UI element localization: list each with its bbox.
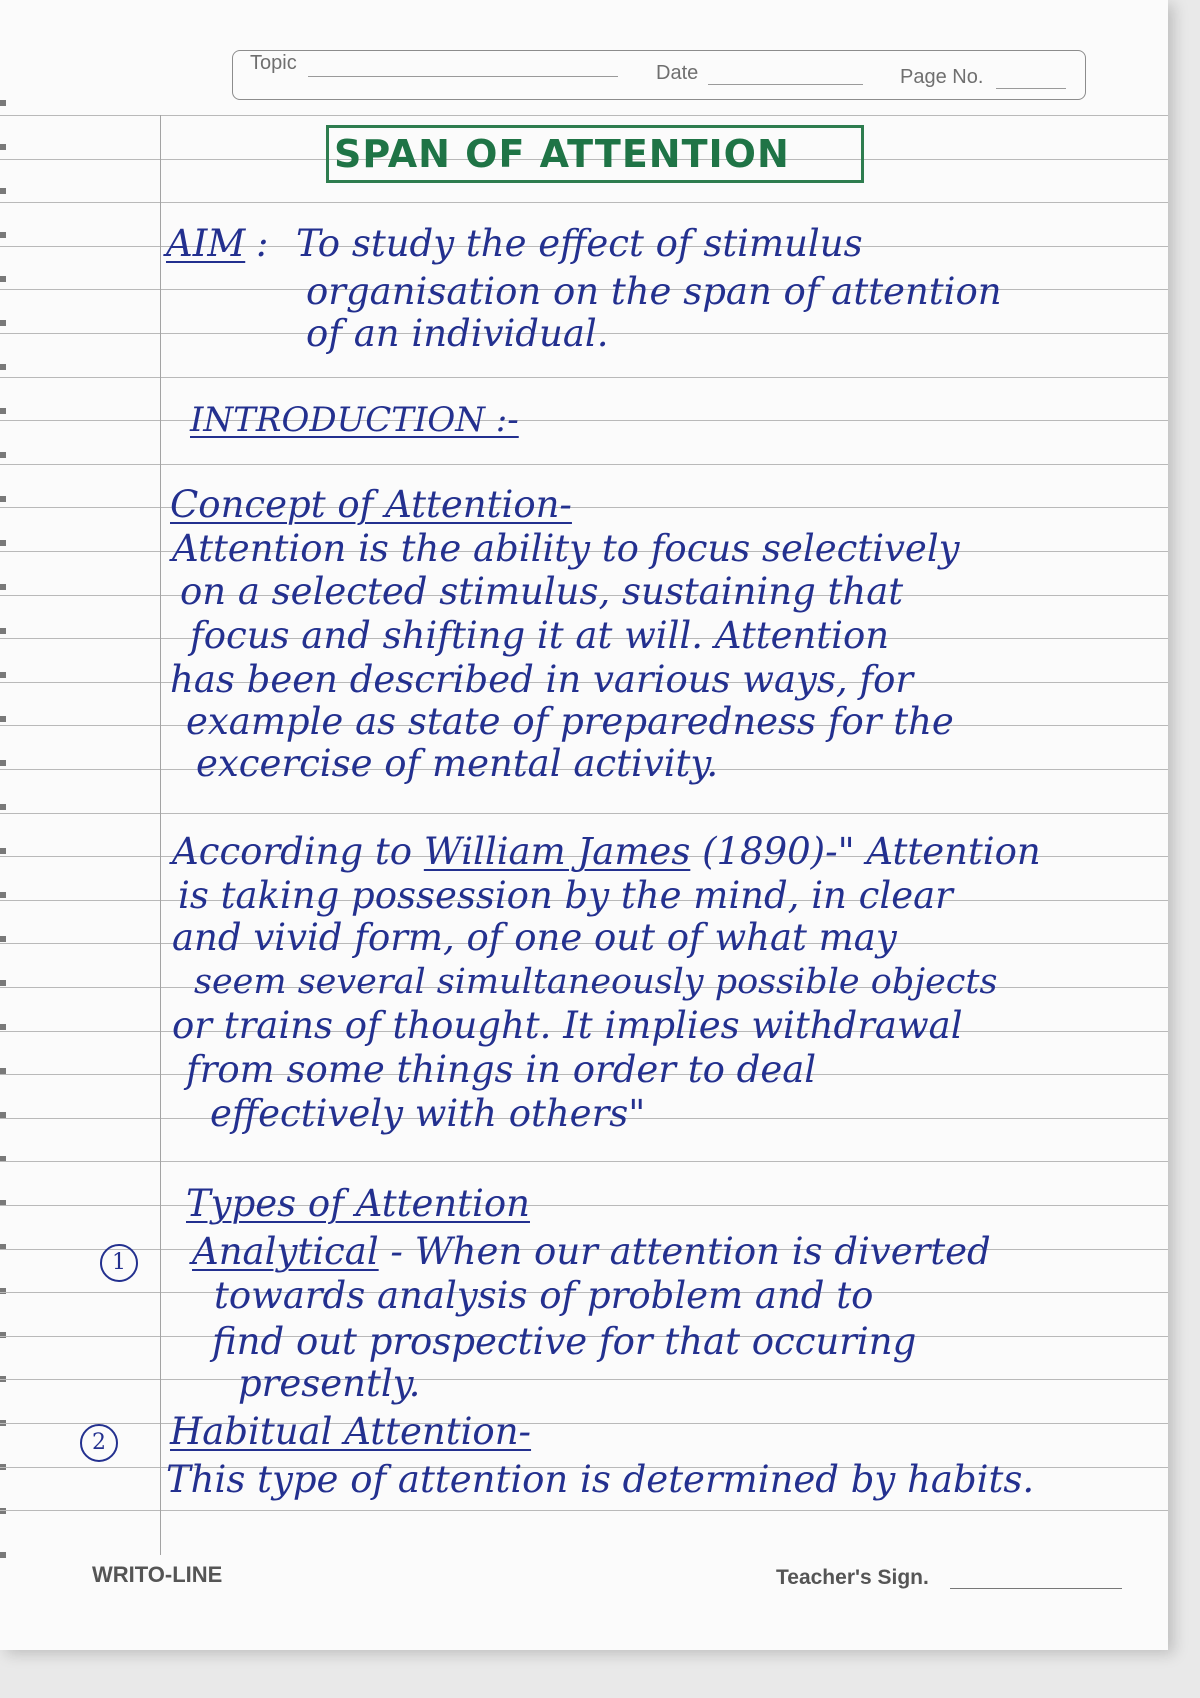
ruled-line	[0, 202, 1168, 203]
james-line: or trains of thought. It implies withdrawal	[172, 1004, 963, 1047]
topic-line	[308, 76, 618, 77]
concept-line: example as state of preparedness for the	[186, 700, 954, 743]
concept-heading: Concept of Attention-	[170, 483, 572, 526]
aim-separator: :	[256, 222, 269, 265]
ruled-line	[0, 115, 1168, 116]
margin-line	[160, 115, 161, 1555]
ruled-line	[0, 377, 1168, 378]
james-lead: According to	[172, 830, 424, 873]
aim-line: of an individual.	[306, 312, 609, 355]
page-title: SPAN OF ATTENTION	[334, 132, 790, 176]
james-line: from some things in order to deal	[186, 1048, 817, 1091]
james-line: and vivid form, of one out of what may	[172, 916, 897, 959]
brand-logo-text: WRITO-LINE	[92, 1562, 223, 1587]
type-analytical-name: Analytical	[192, 1230, 379, 1273]
spiral-binding	[0, 100, 6, 1560]
james-line: effectively with others"	[210, 1092, 646, 1135]
type-analytical-text: presently.	[238, 1362, 421, 1405]
type-analytical-text: find out prospective for that occuring	[212, 1320, 917, 1363]
type-analytical-text: towards analysis of problem and to	[214, 1274, 874, 1317]
aim-label: AIM	[166, 222, 246, 265]
james-line-first	[172, 830, 1041, 874]
concept-line: excercise of mental activity.	[196, 742, 719, 785]
type-analytical-line	[192, 1230, 991, 1274]
introduction-heading: INTRODUCTION :-	[190, 400, 519, 440]
ruled-line	[0, 1205, 1168, 1206]
date-line	[708, 84, 863, 85]
type-analytical-text: - When our attention is diverted	[378, 1230, 991, 1273]
aim-line: organisation on the span of attention	[306, 270, 1002, 313]
concept-line: Attention is the ability to focus selectively	[172, 527, 960, 570]
type-habitual-text: This type of attention is determined by habits.	[166, 1458, 1035, 1501]
concept-line: on a selected stimulus, sustaining that	[180, 570, 904, 613]
ruled-line	[0, 464, 1168, 465]
topic-label: Topic	[250, 52, 297, 74]
item-number-badge: 2	[80, 1424, 118, 1462]
ruled-line	[0, 1161, 1168, 1162]
james-line: seem several simultaneously possible objects	[194, 962, 998, 1002]
date-label: Date	[656, 62, 699, 84]
item-number-badge: 1	[100, 1244, 138, 1282]
ruled-line	[0, 1379, 1168, 1380]
aim-line: To study the effect of stimulus	[296, 222, 863, 265]
ruled-line	[0, 420, 1168, 421]
concept-line: focus and shifting it at will. Attention	[190, 614, 890, 657]
type-habitual-name: Habitual Attention-	[170, 1410, 532, 1453]
concept-line: has been described in various ways, for	[170, 658, 914, 701]
types-heading: Types of Attention	[186, 1182, 530, 1225]
ruled-line	[0, 1510, 1168, 1511]
james-name: William James	[423, 830, 691, 873]
page-no-line	[996, 88, 1066, 89]
teacher-sign-line	[950, 1588, 1122, 1589]
page-no-label: Page No.	[900, 66, 984, 88]
ruled-line	[0, 813, 1168, 814]
james-line: (1890)-" Attention	[690, 830, 1041, 873]
teacher-sign-label: Teacher's Sign.	[776, 1566, 929, 1589]
james-line: is taking possession by the mind, in clear	[178, 874, 953, 917]
